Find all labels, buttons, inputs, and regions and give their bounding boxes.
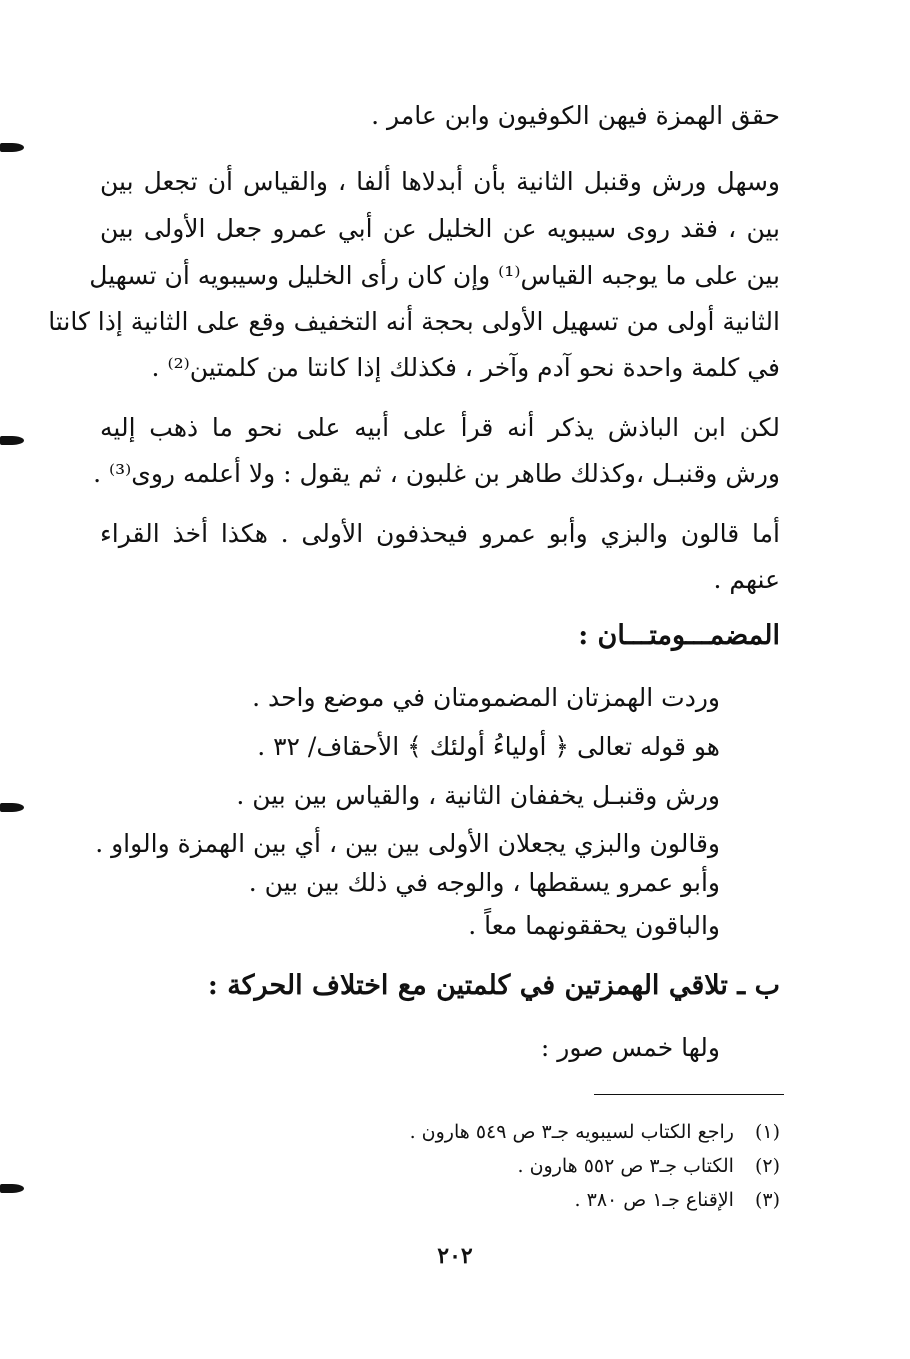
text-line: بين على ما يوجبه القياس⁽¹⁾ وإن كان رأى الخليل وسيبويه أن تسهيل xyxy=(89,261,780,290)
section-heading: المضمـــومتـــان : xyxy=(578,620,780,651)
list-item: هو قوله تعالى ﴿ أولياءُ أولئك ﴾ الأحقاف/ ٣٢ . xyxy=(257,732,720,761)
text-line: أما قالون والبزي وأبو عمرو فيحذفون الأولى . هكذا أخذ القراء xyxy=(100,519,780,548)
footnote-text: الكتاب جـ٣ ص ٥٥٢ هارون . xyxy=(517,1155,734,1177)
text-line: وسهل ورش وقنبل الثانية بأن أبدلاها ألفا ، والقياس أن تجعل بين xyxy=(100,167,781,196)
text-line: بين ، فقد روى سيبويه عن الخليل عن أبي عمرو جعل الأولى بين xyxy=(100,214,780,243)
text-line: حقق الهمزة فيهن الكوفيون وابن عامر . xyxy=(371,101,780,130)
footnote xyxy=(300,1184,780,1216)
section-heading: ب ـ تلاقي الهمزتين في كلمتين مع اختلاف الحركة : xyxy=(207,970,780,1001)
text-line: ولها خمس صور : xyxy=(540,1033,720,1062)
text-line: الثانية أولى من تسهيل الأولى بحجة أنه التخفيف وقع على الثانية إذا كانتا xyxy=(48,307,780,336)
list-item: ورش وقنبـل يخففان الثانية ، والقياس بين بين . xyxy=(236,781,720,810)
text-line: لكن ابن الباذش يذكر أنه قرأ على أبيه على نحو ما ذهب إليه xyxy=(100,413,780,442)
list-item: وقالون والبزي يجعلان الأولى بين بين ، أي بين الهمزة والواو . xyxy=(95,829,720,858)
page-number: ٢٠٢ xyxy=(437,1243,473,1269)
footnote-number: (٣) xyxy=(754,1189,780,1211)
text-line: في كلمة واحدة نحو آدم وآخر ، فكذلك إذا كانتا من كلمتين⁽²⁾ . xyxy=(151,353,780,382)
footnote-number: (٢) xyxy=(754,1155,780,1177)
text-line: عنهم . xyxy=(713,565,780,594)
footnote-number: (١) xyxy=(754,1121,780,1143)
list-item: وأبو عمرو يسقطها ، والوجه في ذلك بين بين . xyxy=(248,868,720,897)
footnote-divider xyxy=(594,1094,784,1095)
binding-mark xyxy=(0,803,24,812)
footnote-text: راجع الكتاب لسيبويه جـ٣ ص ٥٤٩ هارون . xyxy=(409,1121,734,1143)
binding-mark xyxy=(0,143,24,152)
text-line: ورش وقنبـل ،وكذلك طاهر بن غلبون ، ثم يقول : ولا أعلمه روى⁽³⁾ . xyxy=(93,459,780,488)
footnote xyxy=(300,1116,780,1148)
footnote xyxy=(300,1150,780,1182)
list-item: والباقون يحققونهما معاً . xyxy=(468,911,720,940)
footnote-text: الإقناع جـ١ ص ٣٨٠ . xyxy=(574,1189,734,1211)
binding-mark xyxy=(0,1184,24,1193)
binding-mark xyxy=(0,436,24,445)
list-item: وردت الهمزتان المضمومتان في موضع واحد . xyxy=(252,683,720,712)
